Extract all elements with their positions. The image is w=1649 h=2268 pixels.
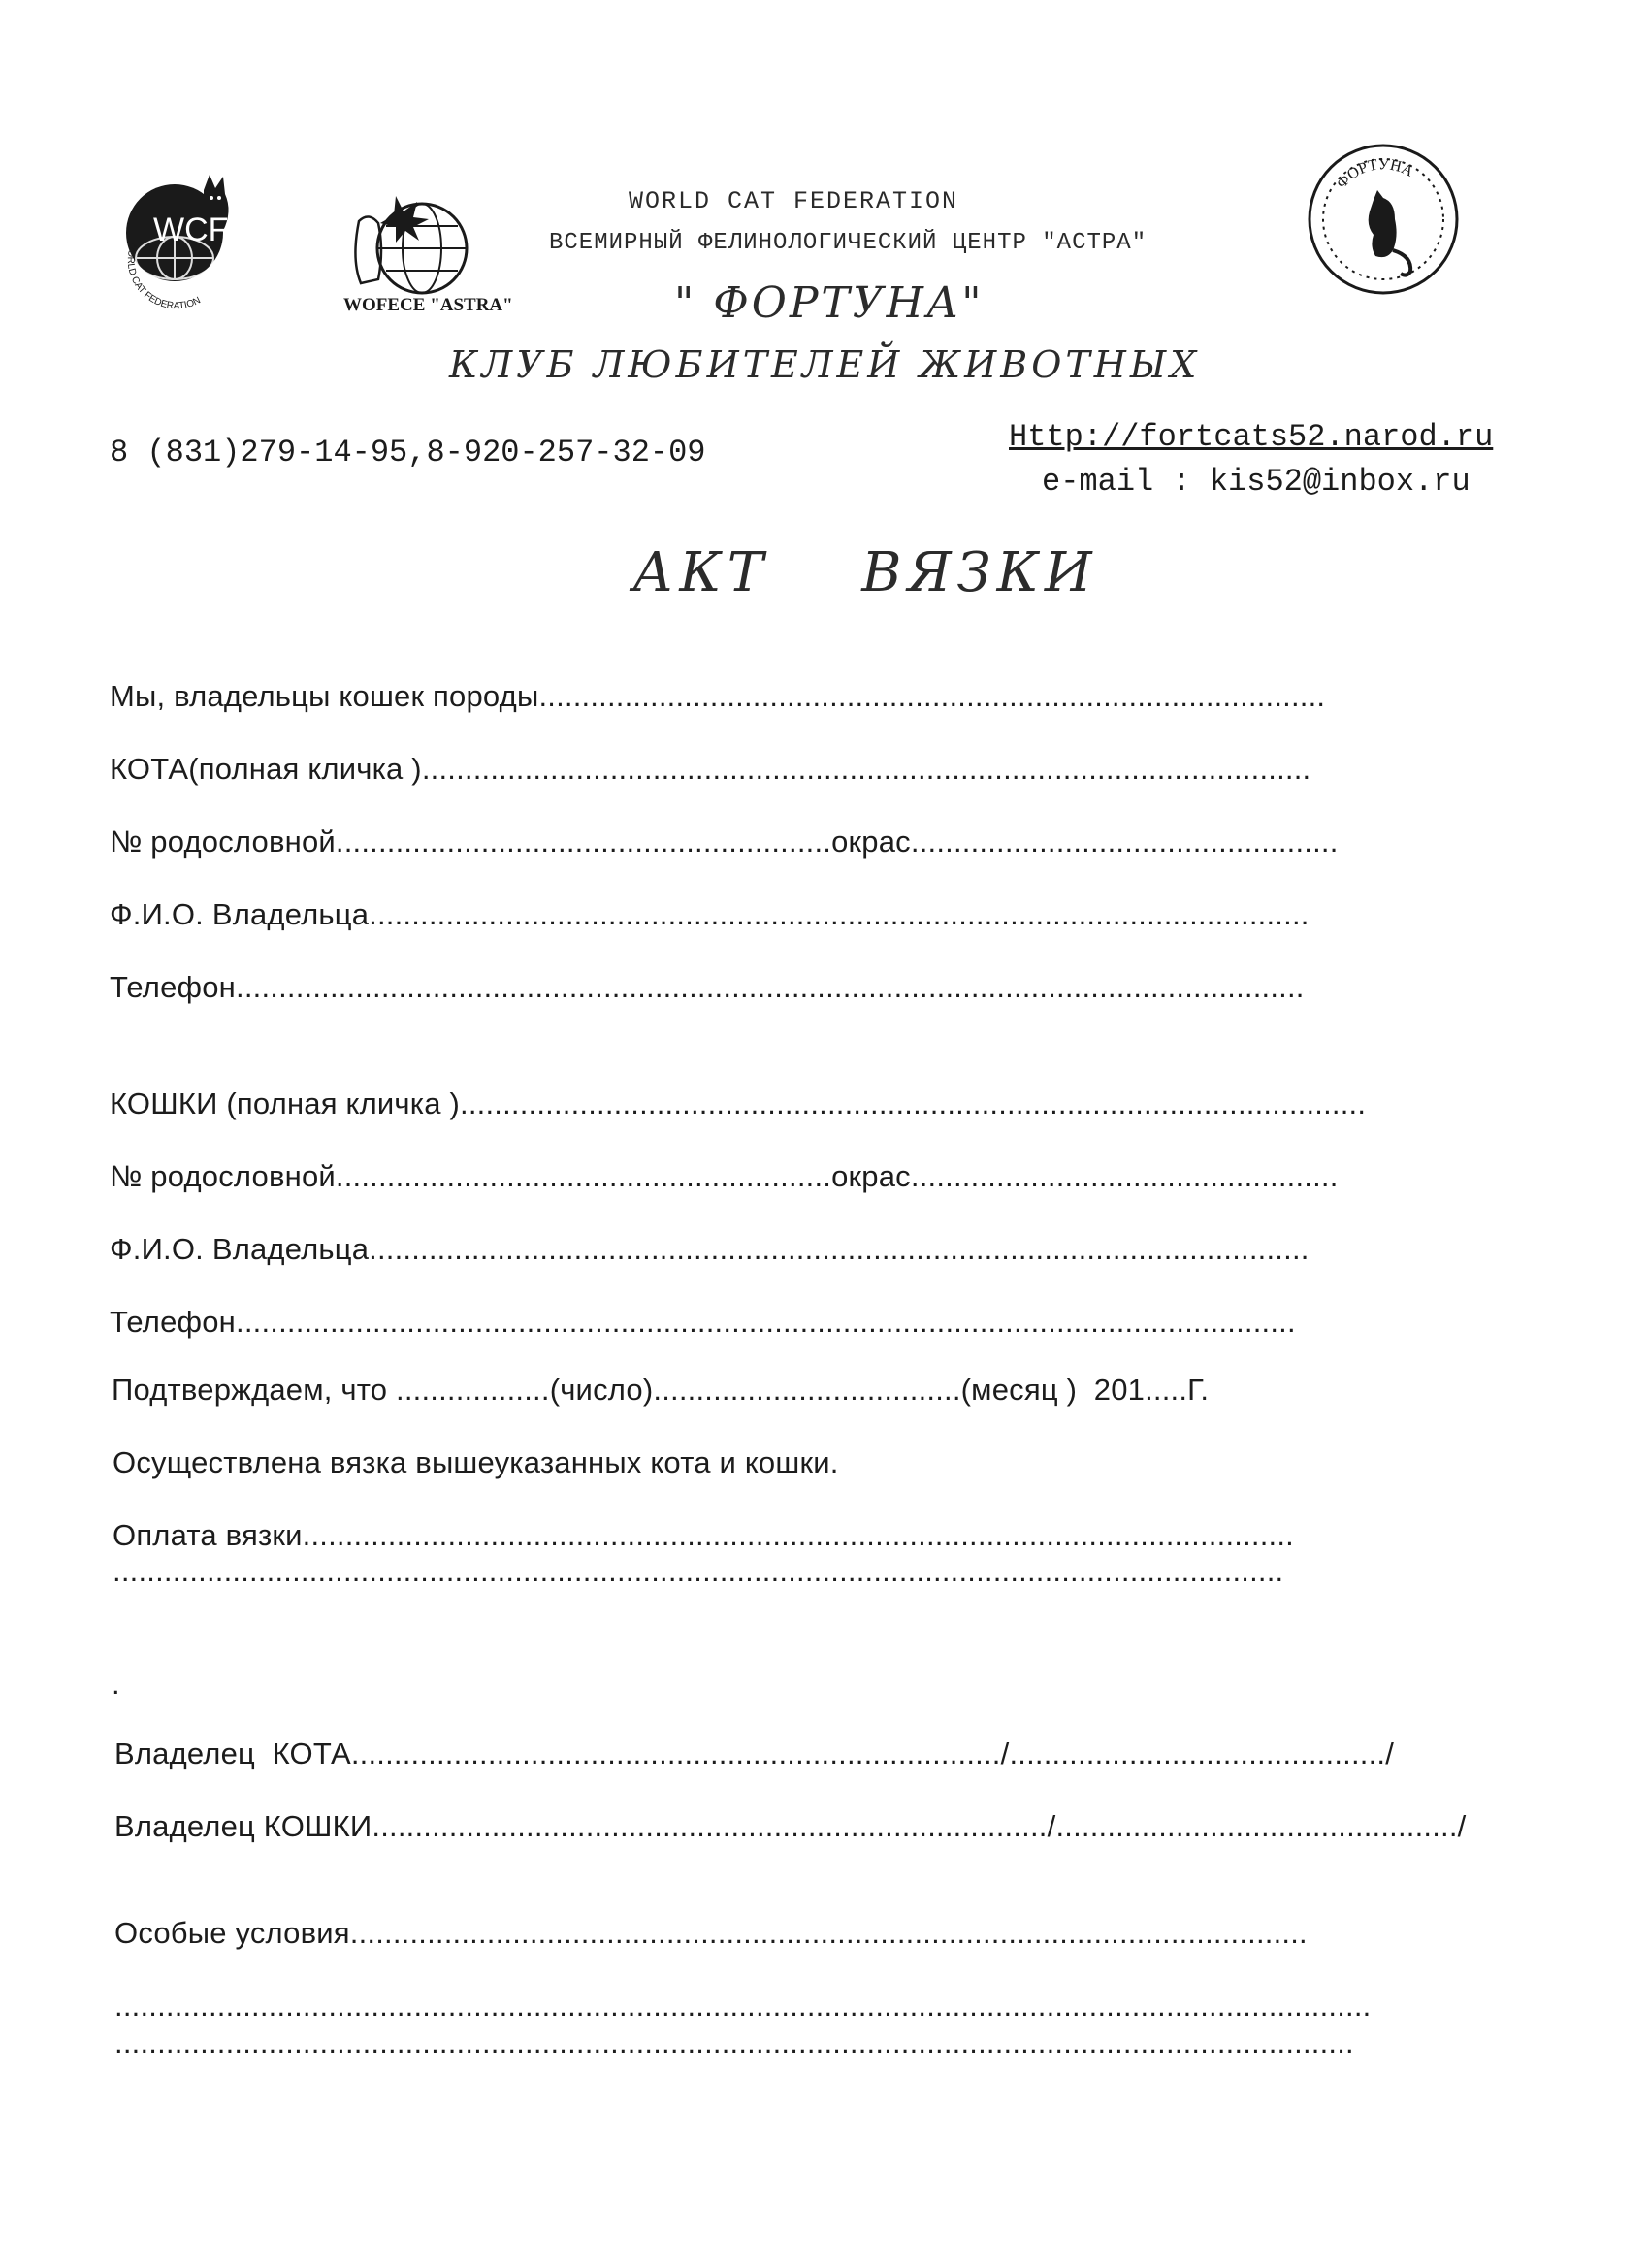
cat-owner-label: Ф.И.О. Владельца: [110, 897, 370, 931]
cat-owner-signature-label: Владелец КОТА: [114, 1736, 351, 1770]
day-field[interactable]: ..................: [396, 1373, 550, 1407]
breed-line: [110, 679, 1325, 714]
signature-separator-end: /: [1457, 1809, 1467, 1843]
female-owner-signature-line: [114, 1809, 1466, 1844]
payment-field[interactable]: ....................................................................................................................: [302, 1518, 1294, 1552]
special-conditions-field[interactable]: ................................................................................................................: [349, 1916, 1308, 1950]
confirm-date-line: [112, 1373, 1209, 1408]
document-title: АКТ ВЯЗКИ: [632, 541, 1098, 604]
club-name: " ФОРТУНА": [674, 278, 985, 328]
cat-name-label: КОТА(полная кличка ): [110, 752, 422, 786]
female-pedigree-field[interactable]: ..........................................................: [335, 1159, 832, 1193]
cat-phone-field[interactable]: .............................................................................................................................: [236, 970, 1305, 1004]
day-label: (число): [549, 1373, 654, 1407]
website-link[interactable]: Http://fortcats52.narod.ru: [1009, 419, 1494, 455]
female-owner-signature-label: Владелец КОШКИ: [114, 1809, 372, 1843]
signature-separator-end: /: [1385, 1736, 1395, 1770]
cat-owner-signature-field[interactable]: ............................................................................: [350, 1736, 1001, 1770]
female-name-field[interactable]: ..........................................................................................................: [460, 1086, 1367, 1120]
cat-owner-signature-line: [114, 1736, 1394, 1771]
female-phone-label: Телефон: [110, 1305, 237, 1339]
signature-separator: /: [1000, 1736, 1010, 1770]
header-line-astra: ВСЕМИРНЫЙ ФЕЛИНОЛОГИЧЕСКИЙ ЦЕНТР "АСТРА": [549, 230, 1148, 256]
female-pedigree-line: [110, 1159, 1339, 1194]
female-color-label: окрас: [831, 1159, 911, 1193]
email-address[interactable]: e-mail : kis52@inbox.ru: [1042, 464, 1471, 500]
female-phone-line: [110, 1305, 1296, 1340]
cat-color-field[interactable]: ..................................................: [910, 825, 1339, 859]
club-subtitle: КЛУБ ЛЮБИТЕЛЕЙ ЖИВОТНЫХ: [449, 343, 1201, 386]
phone-numbers: 8 (831)279-14-95,8-920-257-32-09: [110, 435, 706, 470]
cat-owner-line: [110, 897, 1310, 932]
cat-owner-field[interactable]: ..............................................................................................................: [369, 897, 1310, 931]
wcf-globe-icon: [114, 173, 250, 328]
female-phone-field[interactable]: ............................................................................................................................: [236, 1305, 1296, 1339]
special-conditions-line: [114, 1916, 1308, 1951]
cat-phone-label: Телефон: [110, 970, 237, 1004]
special-conditions-field-2[interactable]: ...................................................................................................................................................: [114, 1989, 1372, 2023]
svg-text:WCF: WCF: [153, 211, 229, 248]
year-field[interactable]: .....: [1145, 1373, 1188, 1407]
wcf-logo: [114, 173, 250, 328]
female-name-line: [110, 1086, 1366, 1121]
year-prefix: 201: [1093, 1373, 1146, 1407]
fortuna-cat-seal-icon: [1306, 142, 1461, 297]
female-pedigree-label: № родословной: [110, 1159, 336, 1193]
cat-phone-line: [110, 970, 1305, 1005]
svg-text:WORLD CAT FEDERATION: WORLD CAT FEDERATION: [124, 239, 203, 312]
female-owner-signature-field[interactable]: ...............................................................................: [372, 1809, 1048, 1843]
female-owner-label: Ф.И.О. Владельца: [110, 1232, 370, 1266]
month-label: (месяц ): [960, 1373, 1078, 1407]
cat-pedigree-field[interactable]: ..........................................................: [335, 825, 832, 859]
month-field[interactable]: ....................................: [653, 1373, 961, 1407]
breed-label: Мы, владельцы кошек породы: [110, 679, 539, 713]
mating-statement: Осуществлена вязка вышеуказанных кота и кошки.: [113, 1445, 839, 1479]
female-owner-line: [110, 1232, 1310, 1267]
breed-field[interactable]: ............................................................................................: [538, 679, 1326, 713]
confirm-prefix: Подтверждаем, что: [112, 1373, 388, 1407]
year-suffix: Г.: [1187, 1373, 1210, 1407]
payment-field-continued[interactable]: .........................................................................................................................................: [113, 1554, 1284, 1588]
cat-name-field[interactable]: ........................................................................................................: [421, 752, 1311, 786]
stray-mark: .: [112, 1667, 120, 1701]
fortuna-seal: [1306, 142, 1461, 297]
payment-label: Оплата вязки: [113, 1518, 303, 1552]
female-name-label: КОШКИ (полная кличка ): [110, 1086, 460, 1120]
special-conditions-field-3[interactable]: .................................................................................................................................................: [114, 2025, 1354, 2059]
female-owner-name-field[interactable]: ...............................................: [1055, 1809, 1458, 1843]
astra-globe-cat-icon: [340, 182, 513, 328]
female-color-field[interactable]: ..................................................: [910, 1159, 1339, 1193]
cat-pedigree-line: [110, 825, 1339, 859]
female-owner-field[interactable]: ..............................................................................................................: [369, 1232, 1310, 1266]
cat-pedigree-label: № родословной: [110, 825, 336, 859]
cat-color-label: окрас: [831, 825, 911, 859]
special-conditions-label: Особые условия: [114, 1916, 350, 1950]
svg-text:ФОРТУНА: ФОРТУНА: [1333, 156, 1416, 192]
header-line-wcf: WORLD CAT FEDERATION: [629, 187, 959, 215]
payment-line: [113, 1518, 1294, 1553]
astra-logo: [340, 182, 513, 328]
cat-owner-name-field[interactable]: ............................................: [1009, 1736, 1386, 1770]
signature-separator: /: [1047, 1809, 1056, 1843]
svg-text:WOFECE "ASTRA": WOFECE "ASTRA": [343, 295, 513, 315]
cat-name-line: [110, 752, 1310, 787]
